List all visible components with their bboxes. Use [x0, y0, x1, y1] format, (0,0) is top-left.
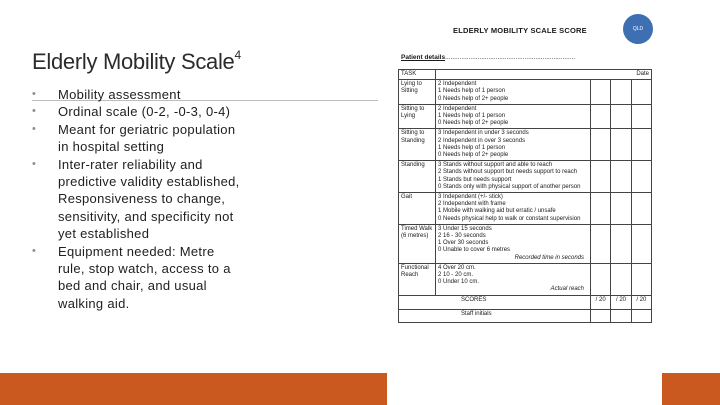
- task-name: Timed Walk (6 metres): [399, 224, 436, 263]
- table-row: [399, 161, 652, 193]
- score-box: / 20: [631, 295, 651, 309]
- bullet-item: [32, 121, 242, 156]
- score-entry-cell: [611, 161, 631, 193]
- bullet-item: [32, 156, 242, 243]
- task-options: [436, 129, 591, 161]
- score-option: 2 Stands without support but needs support to reach: [438, 169, 578, 176]
- task-options: [436, 263, 591, 295]
- patient-details-label: Patient details: [401, 54, 446, 61]
- task-options: [436, 193, 591, 225]
- logo-text: QLD: [632, 26, 644, 32]
- date-header: Date: [436, 70, 652, 80]
- score-box: / 20: [611, 295, 631, 309]
- staff-initials-row: [399, 309, 652, 322]
- score-option: 2 Independent: [438, 81, 477, 88]
- table-row: [399, 80, 652, 105]
- score-option: 0 Needs help of 2+ people: [438, 152, 509, 159]
- score-entry-cell: [631, 224, 651, 263]
- score-option: 0 Needs help of 2+ people: [438, 95, 509, 102]
- task-options: [436, 161, 591, 193]
- bullet-text: Inter-rater reliability and predictive validity established, Responsiveness to change, sensitivity, and specificity not yet established: [58, 156, 240, 242]
- bullet-dot-icon: •: [32, 88, 37, 100]
- score-sheet-title: ELDERLY MOBILITY SCALE SCORE: [453, 26, 587, 35]
- score-option: 0 Needs help of 2+ people: [438, 120, 509, 127]
- task-name: Standing: [399, 161, 436, 193]
- task-name: Sitting to Lying: [399, 104, 436, 129]
- score-option: 1 Needs help of 1 person: [438, 144, 506, 151]
- score-option: 2 Independent in over 3 seconds: [438, 137, 526, 144]
- bullet-item: [32, 103, 242, 120]
- score-entry-cell: [591, 80, 611, 105]
- score-entry-cell: [611, 104, 631, 129]
- bullet-text: Ordinal scale (0-2, -0-3, 0-4): [58, 104, 231, 120]
- score-option: 3 Under 15 seconds: [438, 225, 492, 232]
- score-option: 3 Independent (+/- stick): [438, 194, 503, 201]
- score-option: 2 16 - 30 seconds: [438, 233, 486, 240]
- task-note: Recorded time in seconds: [514, 254, 584, 261]
- score-option: 0 Unable to cover 6 metres: [438, 247, 511, 254]
- bullet-dot-icon: •: [32, 122, 37, 135]
- score-entry-cell: [611, 80, 631, 105]
- score-entry-cell: [611, 193, 631, 225]
- staff-initials-cell: [631, 309, 651, 322]
- score-entry-cell: [631, 161, 651, 193]
- task-name: Gait: [399, 193, 436, 225]
- patient-details-line: ........................................................................: [445, 54, 576, 61]
- score-entry-cell: [631, 129, 651, 161]
- score-entry-cell: [591, 161, 611, 193]
- score-option: 2 10 - 20 cm.: [438, 272, 474, 279]
- score-sheet-image: [387, 0, 662, 405]
- mobility-score-table: [398, 69, 652, 323]
- score-option: 1 Needs help of 1 person: [438, 113, 506, 120]
- slide-title-text: Elderly Mobility Scale: [32, 49, 235, 74]
- task-name: Lying to Sitting: [399, 80, 436, 105]
- table-row: [399, 104, 652, 129]
- score-option: 1 Over 30 seconds: [438, 240, 489, 247]
- task-options: [436, 224, 591, 263]
- scores-row: [399, 295, 652, 309]
- citation-superscript: 4: [234, 48, 241, 62]
- table-row: [399, 263, 652, 295]
- score-option: 1 Needs help of 1 person: [438, 88, 506, 95]
- table-row: [399, 129, 652, 161]
- score-option: 2 Independent with frame: [438, 201, 506, 208]
- bullet-dot-icon: •: [32, 105, 37, 118]
- score-entry-cell: [631, 193, 651, 225]
- staff-initials-cell: [611, 309, 631, 322]
- score-entry-cell: [591, 193, 611, 225]
- bullet-item: [32, 86, 242, 103]
- score-entry-cell: [631, 104, 651, 129]
- score-option: 2 Independent: [438, 105, 477, 112]
- staff-initials-label: Staff initials: [399, 309, 591, 322]
- task-note: Actual reach: [550, 286, 584, 293]
- score-entry-cell: [611, 263, 631, 295]
- score-option: 3 Stands without support and able to reach: [438, 162, 553, 169]
- bullet-text: Equipment needed: Metre rule, stop watch, access to a bed and chair, and usual walking aid.: [58, 243, 231, 311]
- score-entry-cell: [591, 104, 611, 129]
- bullet-dot-icon: •: [32, 157, 37, 170]
- bullet-text: Mobility assessment: [58, 87, 181, 102]
- table-row: [399, 193, 652, 225]
- score-option: 0 Under 10 cm.: [438, 279, 480, 286]
- score-entry-cell: [611, 224, 631, 263]
- task-options: [436, 80, 591, 105]
- table-row: [399, 224, 652, 263]
- bullet-text: Meant for geriatric population in hospital setting: [58, 121, 236, 155]
- score-option: 3 Independent in under 3 seconds: [438, 130, 529, 137]
- score-entry-cell: [591, 224, 611, 263]
- score-option: 0 Stands only with physical support of another person: [438, 183, 581, 190]
- score-box: / 20: [591, 295, 611, 309]
- score-entry-cell: [611, 129, 631, 161]
- bullet-dot-icon: •: [32, 244, 37, 257]
- bullet-list: [32, 86, 242, 312]
- score-option: 1 Mobile with walking aid but erratic / unsafe: [438, 208, 556, 215]
- score-option: 0 Needs physical help to walk or constant supervision: [438, 215, 581, 222]
- bullet-item: [32, 243, 242, 313]
- score-option: 4 Over 20 cm.: [438, 264, 476, 271]
- score-entry-cell: [591, 263, 611, 295]
- health-logo-icon: [623, 14, 653, 44]
- slide-title: [32, 48, 241, 75]
- patient-details: [401, 54, 575, 62]
- staff-initials-cell: [591, 309, 611, 322]
- score-entry-cell: [631, 263, 651, 295]
- task-header: TASK: [399, 70, 436, 80]
- scores-label: SCORES: [399, 295, 591, 309]
- task-rows: [399, 80, 652, 295]
- task-name: Sitting to Standing: [399, 129, 436, 161]
- table-header-row: [399, 70, 652, 80]
- score-entry-cell: [631, 80, 651, 105]
- score-entry-cell: [591, 129, 611, 161]
- score-option: 1 Stands but needs support: [438, 176, 512, 183]
- task-options: [436, 104, 591, 129]
- task-name: Functional Reach: [399, 263, 436, 295]
